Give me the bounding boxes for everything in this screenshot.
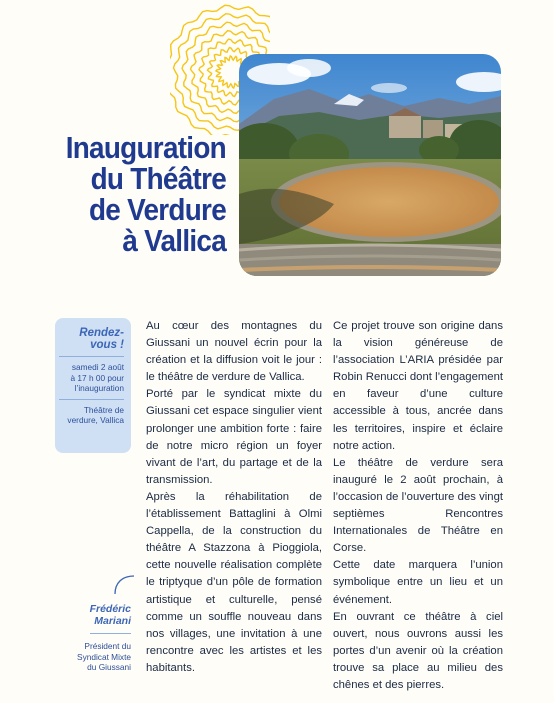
paragraph: Cette date marquera l’union symbolique entre un lieu et un événement. [333,559,503,606]
paragraph: Au cœur des montagnes du Giussani un nouvel écrin pour la création et la diffusion voit le jour : le théâtre de verdure de Vallica. [146,320,322,384]
signature-role [40,641,131,673]
rendezvous-line: verdure, Vallica [67,415,124,425]
signature-first-name: Frédéric [89,603,131,615]
text-column-right [333,318,503,694]
signature-last-name: Mariani [94,615,131,627]
rendezvous-box [55,318,131,453]
quote-arc-icon [112,574,136,596]
text-column-left [146,318,322,677]
paragraph: Ce projet trouve son origine dans la vision généreuse de l’association L’ARIA présidée par Robin Renucci dont l’engagement en faveur d’une culture accessible à tous, ancrée dans les territoires, inspire et éclaire notre action. [333,320,503,452]
theatre-photo [239,54,501,276]
divider [59,356,124,357]
rendezvous-line: samedi 2 août [71,362,124,372]
rendezvous-line: l’inauguration [74,383,124,393]
signature-role-line: Syndicat Mixte [77,651,131,662]
paragraph: Porté par le syndicat mixte du Giussani cet espace singulier vient prolonger une ambition forte : faire de notre micro région un foyer vivant de l’art, du partage et de la transmission. [146,388,322,486]
signature-name [40,603,131,627]
rendezvous-line: à 17 h 00 pour [70,372,124,383]
title-line: Inauguration [65,130,227,165]
rendezvous-title [59,327,124,351]
paragraph: Après la réhabilitation de l’établissement Battaglini à Olmi Cappella, de la construction du théâtre A Stazzona à Pioggiola, cette nouvelle réalisation complète le triptyque d’un pôle de formation artistique et culturelle, pensé comme un souffle nouveau dans nos villages, une invitation à une rencontre avec les artistes et les habitants. [146,490,322,674]
page-title [41,132,226,256]
paragraph: En ouvrant ce théâtre à ciel ouvert, nous ouvrons aussi les portes d’un avenir où la création trouve sa place au milieu des chênes et des pierres. [333,610,503,691]
divider [59,399,124,400]
rendezvous-line: Théâtre de [83,404,124,415]
title-line: à Vallica [122,223,226,258]
title-line: du Théâtre [90,161,226,196]
rendezvous-place [59,405,124,426]
paragraph: Le théâtre de verdure sera inauguré le 2 août prochain, à l’occasion de l’ouverture des vingt septièmes Rencontres Internationales de Théâtre en Corse. [333,456,503,555]
rendezvous-title-line: Rendez- [79,327,124,339]
title-line: de Verdure [88,192,226,227]
rendezvous-date [59,362,124,394]
signature-role-line: Président du [84,641,131,651]
divider [90,633,131,634]
rendezvous-title-line: vous ! [90,339,124,351]
signature-role-line: du Giussani [87,662,131,672]
